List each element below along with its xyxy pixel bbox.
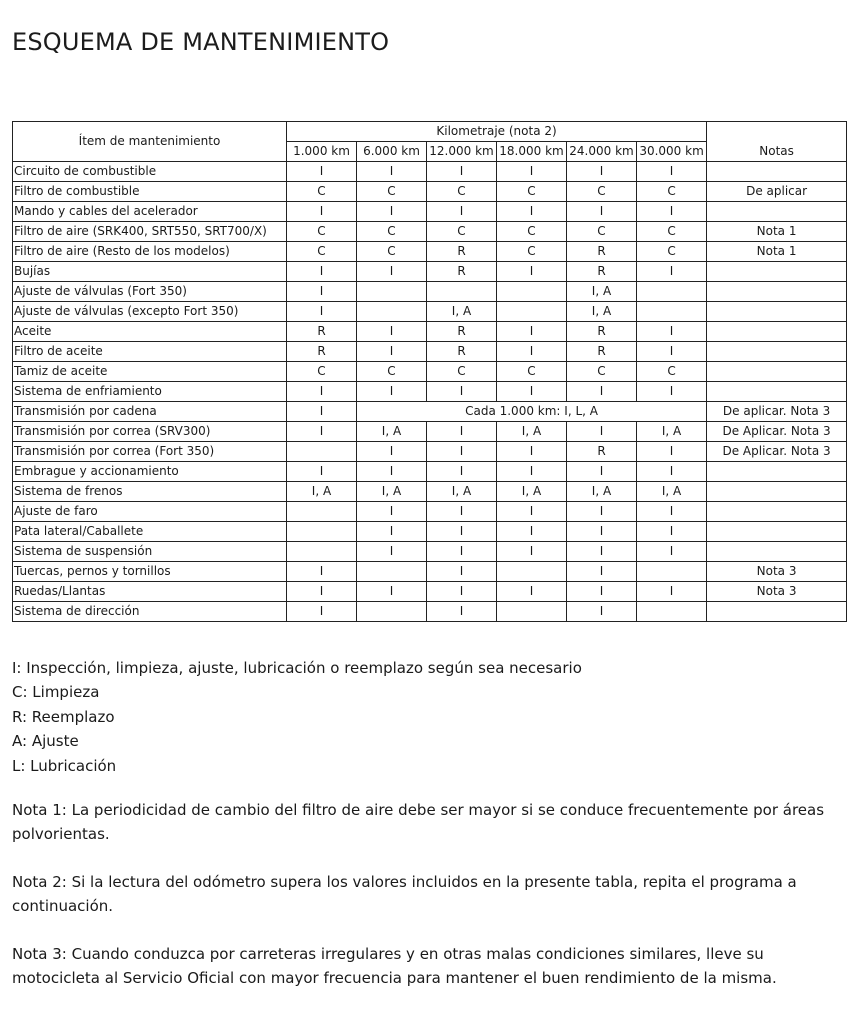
table-row <box>13 162 847 182</box>
value-cell: I, A <box>287 482 357 502</box>
value-cell: I <box>497 542 567 562</box>
note-cell: Nota 1 <box>707 242 847 262</box>
note-cell: De aplicar <box>707 182 847 202</box>
value-cell: I <box>357 342 427 362</box>
value-cell: C <box>637 222 707 242</box>
value-cell: C <box>497 362 567 382</box>
value-cell: I <box>427 202 497 222</box>
note-cell <box>707 262 847 282</box>
note-cell <box>707 502 847 522</box>
table-body <box>13 162 847 622</box>
value-cell: C <box>427 222 497 242</box>
item-column-header: Ítem de mantenimiento <box>13 122 287 162</box>
table-row <box>13 182 847 202</box>
table-row <box>13 442 847 462</box>
item-cell: Pata lateral/Caballete <box>13 522 287 542</box>
note-cell: Nota 3 <box>707 562 847 582</box>
value-cell: C <box>357 182 427 202</box>
note-cell <box>707 482 847 502</box>
value-cell: C <box>427 362 497 382</box>
table-row <box>13 382 847 402</box>
value-cell: I <box>287 562 357 582</box>
value-cell: I <box>567 602 637 622</box>
km-column-header: 18.000 km <box>497 142 567 162</box>
value-cell: R <box>567 342 637 362</box>
value-cell: I <box>637 202 707 222</box>
value-cell: C <box>357 222 427 242</box>
value-cell: I <box>637 462 707 482</box>
item-cell: Sistema de dirección <box>13 602 287 622</box>
value-cell: I <box>357 262 427 282</box>
value-cell <box>287 542 357 562</box>
value-cell: I <box>567 382 637 402</box>
table-row <box>13 482 847 502</box>
value-cell: C <box>287 222 357 242</box>
item-cell: Sistema de frenos <box>13 482 287 502</box>
value-cell: I <box>357 502 427 522</box>
value-cell: C <box>427 182 497 202</box>
value-cell: I <box>497 502 567 522</box>
value-cell: R <box>567 262 637 282</box>
value-cell: I, A <box>567 282 637 302</box>
value-cell: I <box>427 382 497 402</box>
note-cell: De Aplicar. Nota 3 <box>707 422 847 442</box>
item-cell: Sistema de suspensión <box>13 542 287 562</box>
note-cell <box>707 362 847 382</box>
value-cell: C <box>637 242 707 262</box>
table-header <box>13 122 847 162</box>
page-title: ESQUEMA DE MANTENIMIENTO <box>12 28 390 56</box>
value-cell <box>497 302 567 322</box>
merged-value-cell: Cada 1.000 km: I, L, A <box>357 402 707 422</box>
item-cell: Ajuste de válvulas (Fort 350) <box>13 282 287 302</box>
item-cell: Transmisión por cadena <box>13 402 287 422</box>
note-cell: De Aplicar. Nota 3 <box>707 442 847 462</box>
value-cell: I <box>497 522 567 542</box>
value-cell: I, A <box>427 302 497 322</box>
value-cell <box>287 522 357 542</box>
legend-item-r: R: Reemplazo <box>12 707 115 726</box>
value-cell: I, A <box>567 302 637 322</box>
value-cell: I <box>637 442 707 462</box>
value-cell: I <box>637 522 707 542</box>
value-cell: I <box>427 562 497 582</box>
value-cell: R <box>287 342 357 362</box>
value-cell: I <box>287 582 357 602</box>
value-cell: I <box>357 202 427 222</box>
value-cell: I <box>287 162 357 182</box>
value-cell <box>497 602 567 622</box>
footnotes <box>12 798 848 1014</box>
value-cell: I <box>497 202 567 222</box>
item-cell: Ajuste de faro <box>13 502 287 522</box>
value-cell <box>357 302 427 322</box>
value-cell: I <box>567 562 637 582</box>
value-cell <box>637 602 707 622</box>
value-cell: I <box>427 442 497 462</box>
value-cell: R <box>427 342 497 362</box>
value-cell: C <box>637 362 707 382</box>
table-row <box>13 422 847 442</box>
value-cell: C <box>357 242 427 262</box>
value-cell: I <box>567 162 637 182</box>
value-cell: I <box>567 202 637 222</box>
value-cell: I <box>287 382 357 402</box>
value-cell: I <box>427 522 497 542</box>
value-cell: I <box>427 602 497 622</box>
value-cell: I <box>567 582 637 602</box>
value-cell: I <box>427 542 497 562</box>
value-cell: I, A <box>637 422 707 442</box>
legend-item-a: A: Ajuste <box>12 732 79 751</box>
value-cell: I <box>567 462 637 482</box>
value-cell: C <box>637 182 707 202</box>
value-cell: I, A <box>427 482 497 502</box>
value-cell: I <box>497 462 567 482</box>
value-cell: I <box>287 402 357 422</box>
note-cell <box>707 322 847 342</box>
value-cell: R <box>427 262 497 282</box>
value-cell <box>427 282 497 302</box>
value-cell: I <box>637 542 707 562</box>
item-cell: Circuito de combustible <box>13 162 287 182</box>
note-cell <box>707 202 847 222</box>
value-cell <box>287 502 357 522</box>
km-column-header: 30.000 km <box>637 142 707 162</box>
table-row <box>13 462 847 482</box>
km-column-header: 6.000 km <box>357 142 427 162</box>
value-cell: I <box>427 422 497 442</box>
table-row <box>13 302 847 322</box>
value-cell: C <box>287 242 357 262</box>
value-cell: I, A <box>497 482 567 502</box>
value-cell: I <box>357 162 427 182</box>
value-cell: I <box>497 322 567 342</box>
item-cell: Filtro de aire (Resto de los modelos) <box>13 242 287 262</box>
value-cell: I <box>287 202 357 222</box>
value-cell <box>637 562 707 582</box>
value-cell <box>357 282 427 302</box>
legend-item-c: C: Limpieza <box>12 683 100 702</box>
value-cell <box>637 302 707 322</box>
note-cell <box>707 542 847 562</box>
value-cell: I <box>637 322 707 342</box>
item-cell: Bujías <box>13 262 287 282</box>
value-cell: R <box>427 242 497 262</box>
value-cell: I <box>637 502 707 522</box>
value-cell: I <box>427 462 497 482</box>
value-cell: I <box>287 302 357 322</box>
value-cell: I <box>287 422 357 442</box>
footnote-2: Nota 2: Si la lectura del odómetro supera los valores incluidos en la presente tabla, repita el programa a continuación. <box>12 873 797 915</box>
value-cell: I, A <box>357 422 427 442</box>
note-cell: Nota 1 <box>707 222 847 242</box>
table-row <box>13 242 847 262</box>
value-cell: R <box>567 442 637 462</box>
item-cell: Ajuste de válvulas (excepto Fort 350) <box>13 302 287 322</box>
value-cell: I <box>637 582 707 602</box>
note-cell <box>707 602 847 622</box>
value-cell: I <box>357 542 427 562</box>
value-cell: I <box>427 162 497 182</box>
item-cell: Aceite <box>13 322 287 342</box>
value-cell: I <box>357 382 427 402</box>
km-column-header: 24.000 km <box>567 142 637 162</box>
item-cell: Mando y cables del acelerador <box>13 202 287 222</box>
value-cell: I <box>567 522 637 542</box>
value-cell: C <box>497 242 567 262</box>
note-cell: De aplicar. Nota 3 <box>707 402 847 422</box>
table-row <box>13 582 847 602</box>
note-cell <box>707 282 847 302</box>
legend-item-l: L: Lubricación <box>12 756 117 775</box>
table-row <box>13 362 847 382</box>
table-row <box>13 202 847 222</box>
value-cell: I <box>357 462 427 482</box>
item-cell: Ruedas/Llantas <box>13 582 287 602</box>
table-row <box>13 502 847 522</box>
item-cell: Tamiz de aceite <box>13 362 287 382</box>
km-column-header: 12.000 km <box>427 142 497 162</box>
note-cell <box>707 522 847 542</box>
legend <box>12 656 582 778</box>
value-cell: I <box>287 602 357 622</box>
item-cell: Filtro de aceite <box>13 342 287 362</box>
table-row <box>13 602 847 622</box>
value-cell: I, A <box>567 482 637 502</box>
note-cell: Nota 3 <box>707 582 847 602</box>
table-row <box>13 402 847 422</box>
value-cell: C <box>567 182 637 202</box>
value-cell: I, A <box>637 482 707 502</box>
value-cell <box>287 442 357 462</box>
table-row <box>13 342 847 362</box>
value-cell: I <box>497 162 567 182</box>
value-cell: I <box>287 282 357 302</box>
value-cell <box>357 562 427 582</box>
item-cell: Filtro de combustible <box>13 182 287 202</box>
value-cell: C <box>287 182 357 202</box>
value-cell: C <box>567 222 637 242</box>
value-cell: I <box>357 582 427 602</box>
value-cell <box>497 562 567 582</box>
value-cell <box>357 602 427 622</box>
value-cell: I <box>567 502 637 522</box>
value-cell: C <box>287 362 357 382</box>
value-cell: I <box>287 262 357 282</box>
item-cell: Embrague y accionamiento <box>13 462 287 482</box>
value-cell: I <box>637 162 707 182</box>
km-group-header: Kilometraje (nota 2) <box>287 122 707 142</box>
value-cell: I <box>637 342 707 362</box>
note-cell <box>707 342 847 362</box>
value-cell: I <box>357 322 427 342</box>
item-cell: Tuercas, pernos y tornillos <box>13 562 287 582</box>
table-row <box>13 522 847 542</box>
value-cell: I, A <box>497 422 567 442</box>
value-cell: R <box>287 322 357 342</box>
value-cell: R <box>567 242 637 262</box>
maintenance-table <box>12 121 847 622</box>
note-cell <box>707 302 847 322</box>
note-cell <box>707 162 847 182</box>
item-cell: Filtro de aire (SRK400, SRT550, SRT700/X) <box>13 222 287 242</box>
item-cell: Sistema de enfriamiento <box>13 382 287 402</box>
value-cell: C <box>567 362 637 382</box>
note-cell <box>707 462 847 482</box>
table-row <box>13 542 847 562</box>
value-cell: C <box>497 222 567 242</box>
value-cell: I <box>497 382 567 402</box>
value-cell: I, A <box>357 482 427 502</box>
value-cell: I <box>427 582 497 602</box>
value-cell: I <box>637 382 707 402</box>
table-row <box>13 282 847 302</box>
value-cell: I <box>637 262 707 282</box>
footnote-3: Nota 3: Cuando conduzca por carreteras irregulares y en otras malas condiciones similares, lleve su motocicleta al Servicio Oficial con mayor frecuencia para mantener el buen rendimiento de la misma. <box>12 945 777 987</box>
value-cell: I <box>497 262 567 282</box>
table-row <box>13 222 847 242</box>
legend-item-i: I: Inspección, limpieza, ajuste, lubricación o reemplazo según sea necesario <box>12 659 582 677</box>
notes-column-header: Notas <box>707 122 847 162</box>
value-cell <box>497 282 567 302</box>
value-cell: I <box>357 442 427 462</box>
value-cell: R <box>427 322 497 342</box>
note-cell <box>707 382 847 402</box>
value-cell: I <box>357 522 427 542</box>
value-cell: I <box>497 442 567 462</box>
value-cell: I <box>287 462 357 482</box>
item-cell: Transmisión por correa (Fort 350) <box>13 442 287 462</box>
value-cell: I <box>497 582 567 602</box>
footnote-1: Nota 1: La periodicidad de cambio del filtro de aire debe ser mayor si se conduce frecuentemente por áreas polvorientas. <box>12 801 825 843</box>
value-cell: C <box>357 362 427 382</box>
item-cell: Transmisión por correa (SRV300) <box>13 422 287 442</box>
value-cell: R <box>567 322 637 342</box>
value-cell: I <box>567 542 637 562</box>
table-row <box>13 262 847 282</box>
value-cell <box>637 282 707 302</box>
value-cell: C <box>497 182 567 202</box>
table-row <box>13 562 847 582</box>
table-row <box>13 322 847 342</box>
value-cell: I <box>427 502 497 522</box>
km-column-header: 1.000 km <box>287 142 357 162</box>
value-cell: I <box>567 422 637 442</box>
value-cell: I <box>497 342 567 362</box>
